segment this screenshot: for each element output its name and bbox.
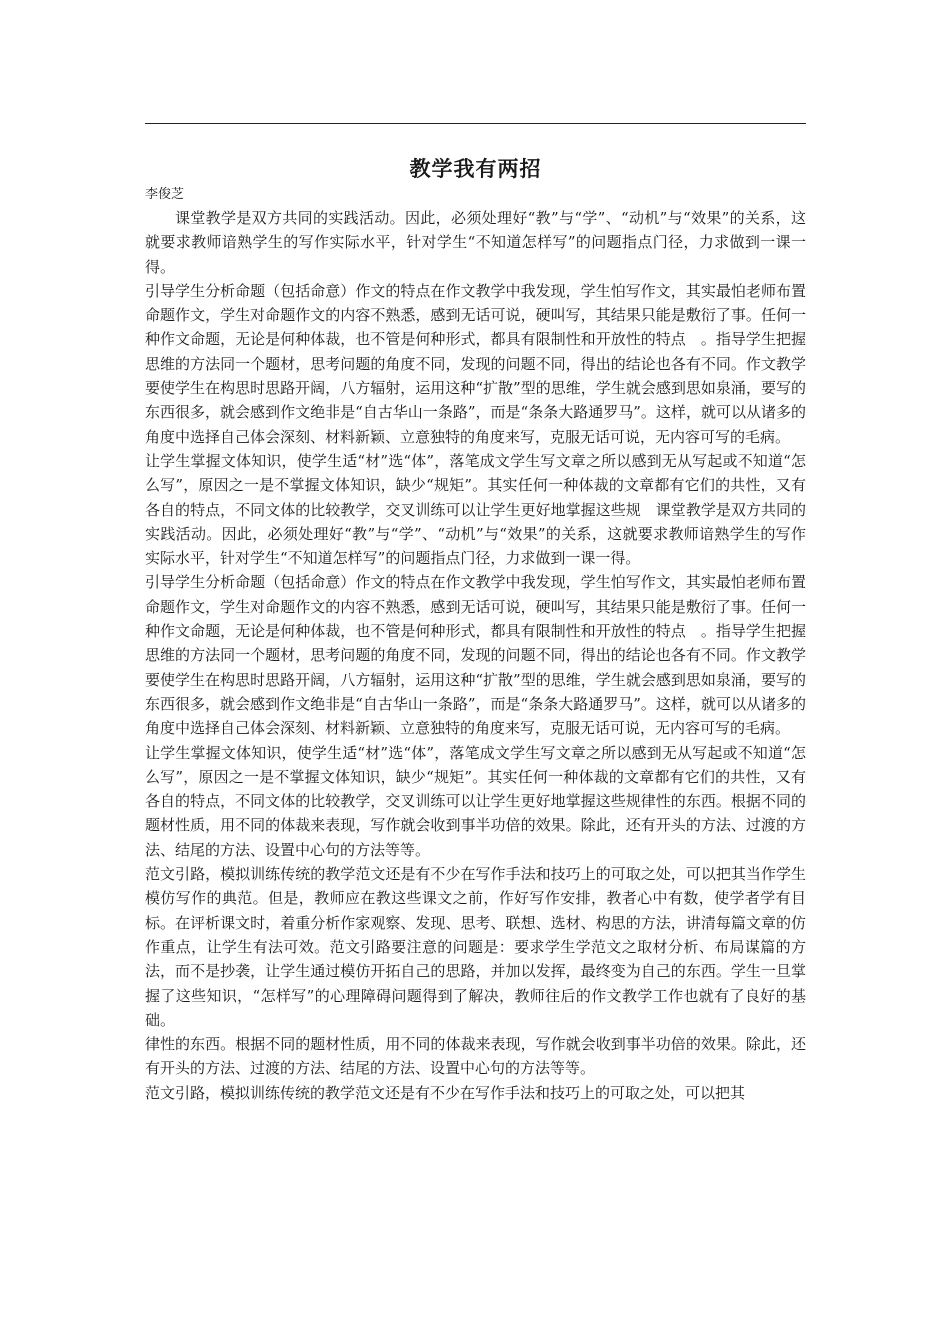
paragraph-5: 让学生掌握文体知识，使学生适“材”选“体”，落笔成文学生写文章之所以感到无从写起或不知道“怎么写”，原因之一是不掌握文体知识，缺少“规矩”。其实任何一种体裁的文章都有它们的共性，又有各自的特点，不同文体的比较教学，交叉训练可以让学生更好地掌握这些规律性的东西。根据不同的题材性质，用不同的体裁来表现，写作就会收到事半功倍的效果。除此，还有开头的方法、过渡的方法、结尾的方法、设置中心句的方法等等。 (145, 743, 806, 859)
paragraph-4: 引导学生分析命题（包括命意）作文的特点在作文教学中我发现，学生怕写作文，其实最怕老师布置命题作文，学生对命题作文的内容不熟悉，感到无话可说，硬叫写，其结果只能是敷衍了事。任何一种作文命题，无论是何种体裁，也不管是何种形式，都具有限制性和开放性的特点 。指导学生把握思维的方法同一个题材，思考问题的角度不同，发现的问题不同，得出的结论也各有不同。作文教学要使学生在构思时思路开阔，八方辐射，运用这种“扩散”型的思维，学生就会感到思如泉涌，要写的东西很多，就会感到作文绝非是“自古华山一条路”，而是“条条大路通罗马”。这样，就可以从诸多的角度中选择自己体会深刻、材料新颖、立意独特的角度来写，克服无话可说，无内容可写的毛病。 (145, 573, 806, 738)
paragraph-3: 让学生掌握文体知识，使学生适“材”选“体”，落笔成文学生写文章之所以感到无从写起或不知道“怎么写”，原因之一是不掌握文体知识，缺少“规矩”。其实任何一种体裁的文章都有它们的共性，又有各自的特点，不同文体的比较教学，交叉训练可以让学生更好地掌握这些规 课堂教学是双方共同的实践活动。因此，必须处理好“教”与“学”、“动机”与“效果”的关系，这就要求教师谙熟学生的写作实际水平，针对学生“不知道怎样写”的问题指点门径，力求做到一课一得。 (145, 451, 806, 568)
document-body (145, 206, 806, 1105)
paragraph-2: 引导学生分析命题（包括命意）作文的特点在作文教学中我发现，学生怕写作文，其实最怕老师布置命题作文，学生对命题作文的内容不熟悉，感到无话可说，硬叫写，其结果只能是敷衍了事。任何一种作文命题，无论是何种体裁，也不管是何种形式，都具有限制性和开放性的特点 。指导学生把握思维的方法同一个题材，思考问题的角度不同，发现的问题不同，得出的结论也各有不同。作文教学要使学生在构思时思路开阔，八方辐射，运用这种“扩散”型的思维，学生就会感到思如泉涌，要写的东西很多，就会感到作文绝非是“自古华山一条路”，而是“条条大路通罗马”。这样，就可以从诸多的角度中选择自己体会深刻、材料新颖、立意独特的角度来写，克服无话可说，无内容可写的毛病。 (145, 281, 806, 446)
author-name: 李俊芝 (145, 187, 185, 202)
paragraph-7: 律性的东西。根据不同的题材性质，用不同的体裁来表现，写作就会收到事半功倍的效果。除此，还有开头的方法、过渡的方法、结尾的方法、设置中心句的方法等等。 (145, 1035, 806, 1078)
document-title: 教学我有两招 (409, 156, 542, 181)
header-rule (145, 123, 806, 124)
paragraph-8: 范文引路，模拟训练传统的教学范文还是有不少在写作手法和技巧上的可取之处，可以把其 (145, 1083, 746, 1102)
paragraph-6: 范文引路，模拟训练传统的教学范文还是有不少在写作手法和技巧上的可取之处，可以把其当作学生模仿写作的典范。但是，教师应在教这些课文之前，作好写作安排，教者心中有数，使学者学有目标。在评析课文时，着重分析作家观察、发现、思考、联想、选材、构思的方法，讲清每篇文章的仿作重点，让学生有法可效。范文引路要注意的问题是：要求学生学范文之取材分析、布局谋篇的方法，而不是抄袭，让学生通过模仿开拓自己的思路，并加以发挥，最终变为自己的东西。学生一旦掌握了这些知识，“怎样写”的心理障碍问题得到了解决，教师往后的作文教学工作也就有了良好的基础。 (145, 865, 806, 1029)
paragraph-1: 课堂教学是双方共同的实践活动。因此，必须处理好“教”与“学”、“动机”与“效果”的关系，这就要求教师谙熟学生的写作实际水平，针对学生“不知道怎样写”的问题指点门径，力求做到一课一得。 (145, 209, 806, 276)
